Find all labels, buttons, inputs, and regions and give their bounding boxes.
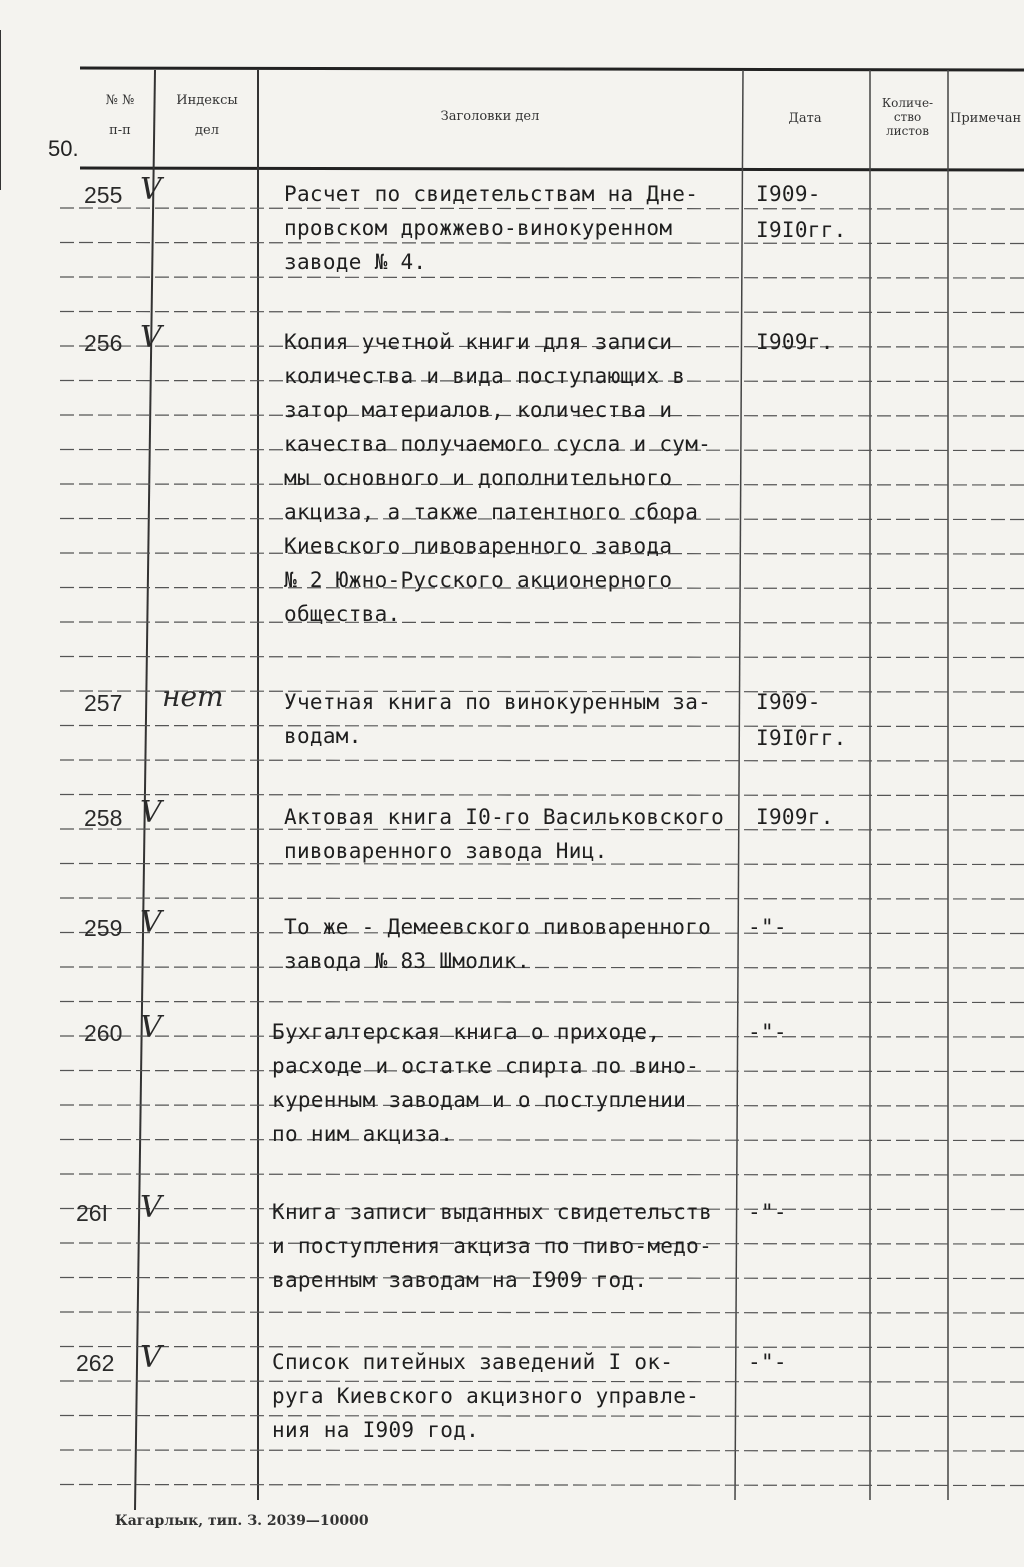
ruled-line [60,1416,1024,1417]
case-title-line: водам. [284,724,362,748]
case-title-line: заводе № 4. [284,250,427,274]
index-check-mark: V [140,905,162,940]
ruled-line [60,967,1024,968]
header-date: Дата [788,111,822,126]
ruled-line [60,898,1024,899]
ruled-line [60,1485,1024,1486]
row-number: 260 [84,1020,123,1046]
header-count-line: листов [886,124,929,138]
case-title-line: руга Киевского акцизного управле- [272,1384,700,1408]
case-title-line: Актовая книга I0-го Васильковского [284,805,725,829]
case-title-line: Расчет по свидетельствам на Дне- [284,182,699,206]
case-title-line: варенным заводам на I909 год. [272,1268,648,1292]
ruled-line [60,864,1024,865]
ruled-line [60,1450,1024,1451]
ruled-line [60,657,1024,658]
row-number: 26I [76,1200,108,1226]
ruled-line [60,208,1024,209]
case-title-line: завода № 83 Шмолик. [284,949,530,973]
case-date: I9I0гг. [756,726,847,750]
case-date: I909- [756,182,821,206]
case-title-line: и поступления акциза по пиво-медо- [272,1234,713,1258]
header-note: Примечан [950,111,1022,126]
ruled-line [60,795,1024,796]
index-check-mark: V [140,172,162,207]
case-date: I909г. [756,330,834,354]
printer-imprint: Кагарлык, тип. З. 2039—10000 [115,1513,369,1529]
case-title-line: куренным заводам и о поступлении [272,1088,687,1112]
ruled-line [60,1140,1024,1141]
ruled-line [60,829,1024,830]
ruled-line [60,312,1024,313]
page-number: 50. [48,136,79,161]
case-title-line: Бухгалтерская книга о приходе, [272,1020,661,1044]
row-number: 255 [84,182,123,208]
index-check-mark: V [140,1340,162,1375]
index-check-mark: V [140,1190,162,1225]
ruled-line [60,1347,1024,1348]
header-count [870,96,945,138]
case-title-line: То же - Демеевского пивоваренного [284,915,712,939]
header-num [90,94,150,138]
index-check-mark: V [140,320,162,355]
header-index [162,94,252,138]
index-check-mark: V [140,1010,162,1045]
row-number: 262 [76,1350,115,1376]
header-count-line: Количе- [881,96,934,110]
ruled-line [60,1002,1024,1003]
case-title-line: затор материалов, количества и [284,398,673,422]
case-date: -"- [748,915,787,939]
case-title-line: мы основного и дополнительного [284,466,673,490]
case-date: I9I0гг. [756,218,847,242]
case-date: -"- [748,1350,787,1374]
index-check-mark: V [140,795,162,830]
row-number: 257 [84,690,123,716]
case-title-line: провском дрожжево-винокуренном [284,216,673,240]
header-index-line: дел [195,123,219,138]
row-number: 258 [84,805,123,831]
ruled-line [60,1381,1024,1382]
ruled-line [60,726,1024,727]
case-title-line: Список питейных заведений I ок- [272,1350,674,1374]
case-date: I909г. [756,805,834,829]
header-title: Заголовки дел [440,109,540,124]
case-title-line: по ним акциза. [272,1122,454,1146]
case-title-line: ния на I909 год. [272,1418,480,1442]
index-check-mark: нет [162,680,224,713]
header-count-line: ство [893,110,922,124]
header-num-line: № № [105,93,135,108]
header-index-line: Индексы [176,93,238,108]
ruled-line [60,243,1024,244]
case-title-line: Учетная книга по винокуренным за- [284,690,712,714]
case-title-line: Копия учетной книги для записи [284,330,673,354]
ruled-line [60,1174,1024,1175]
case-title-line: количества и вида поступающих в [284,364,686,388]
case-date: -"- [748,1020,787,1044]
case-title-line: № 2 Южно-Русского акционерного [284,568,673,592]
case-title-line: качества получаемого сусла и сум- [284,432,712,456]
case-title-line: общества. [284,602,401,626]
case-title-line: расходе и остатке спирта по вино- [272,1054,700,1078]
row-number: 259 [84,915,123,941]
case-title-line: Книга записи выданных свидетельств [272,1200,713,1224]
ruled-line [60,277,1024,278]
ruled-line [60,760,1024,761]
ruled-line [60,622,1024,623]
case-date: I909- [756,690,821,714]
case-date: -"- [748,1200,787,1224]
ruled-line [60,1312,1024,1313]
case-title-line: акциза, а также патентного сбора [284,500,699,524]
case-title-line: пивоваренного завода Ниц. [284,839,608,863]
header-num-line: п-п [109,123,131,138]
row-number: 256 [84,330,123,356]
case-title-line: Киевского пивоваренного завода [284,534,673,558]
